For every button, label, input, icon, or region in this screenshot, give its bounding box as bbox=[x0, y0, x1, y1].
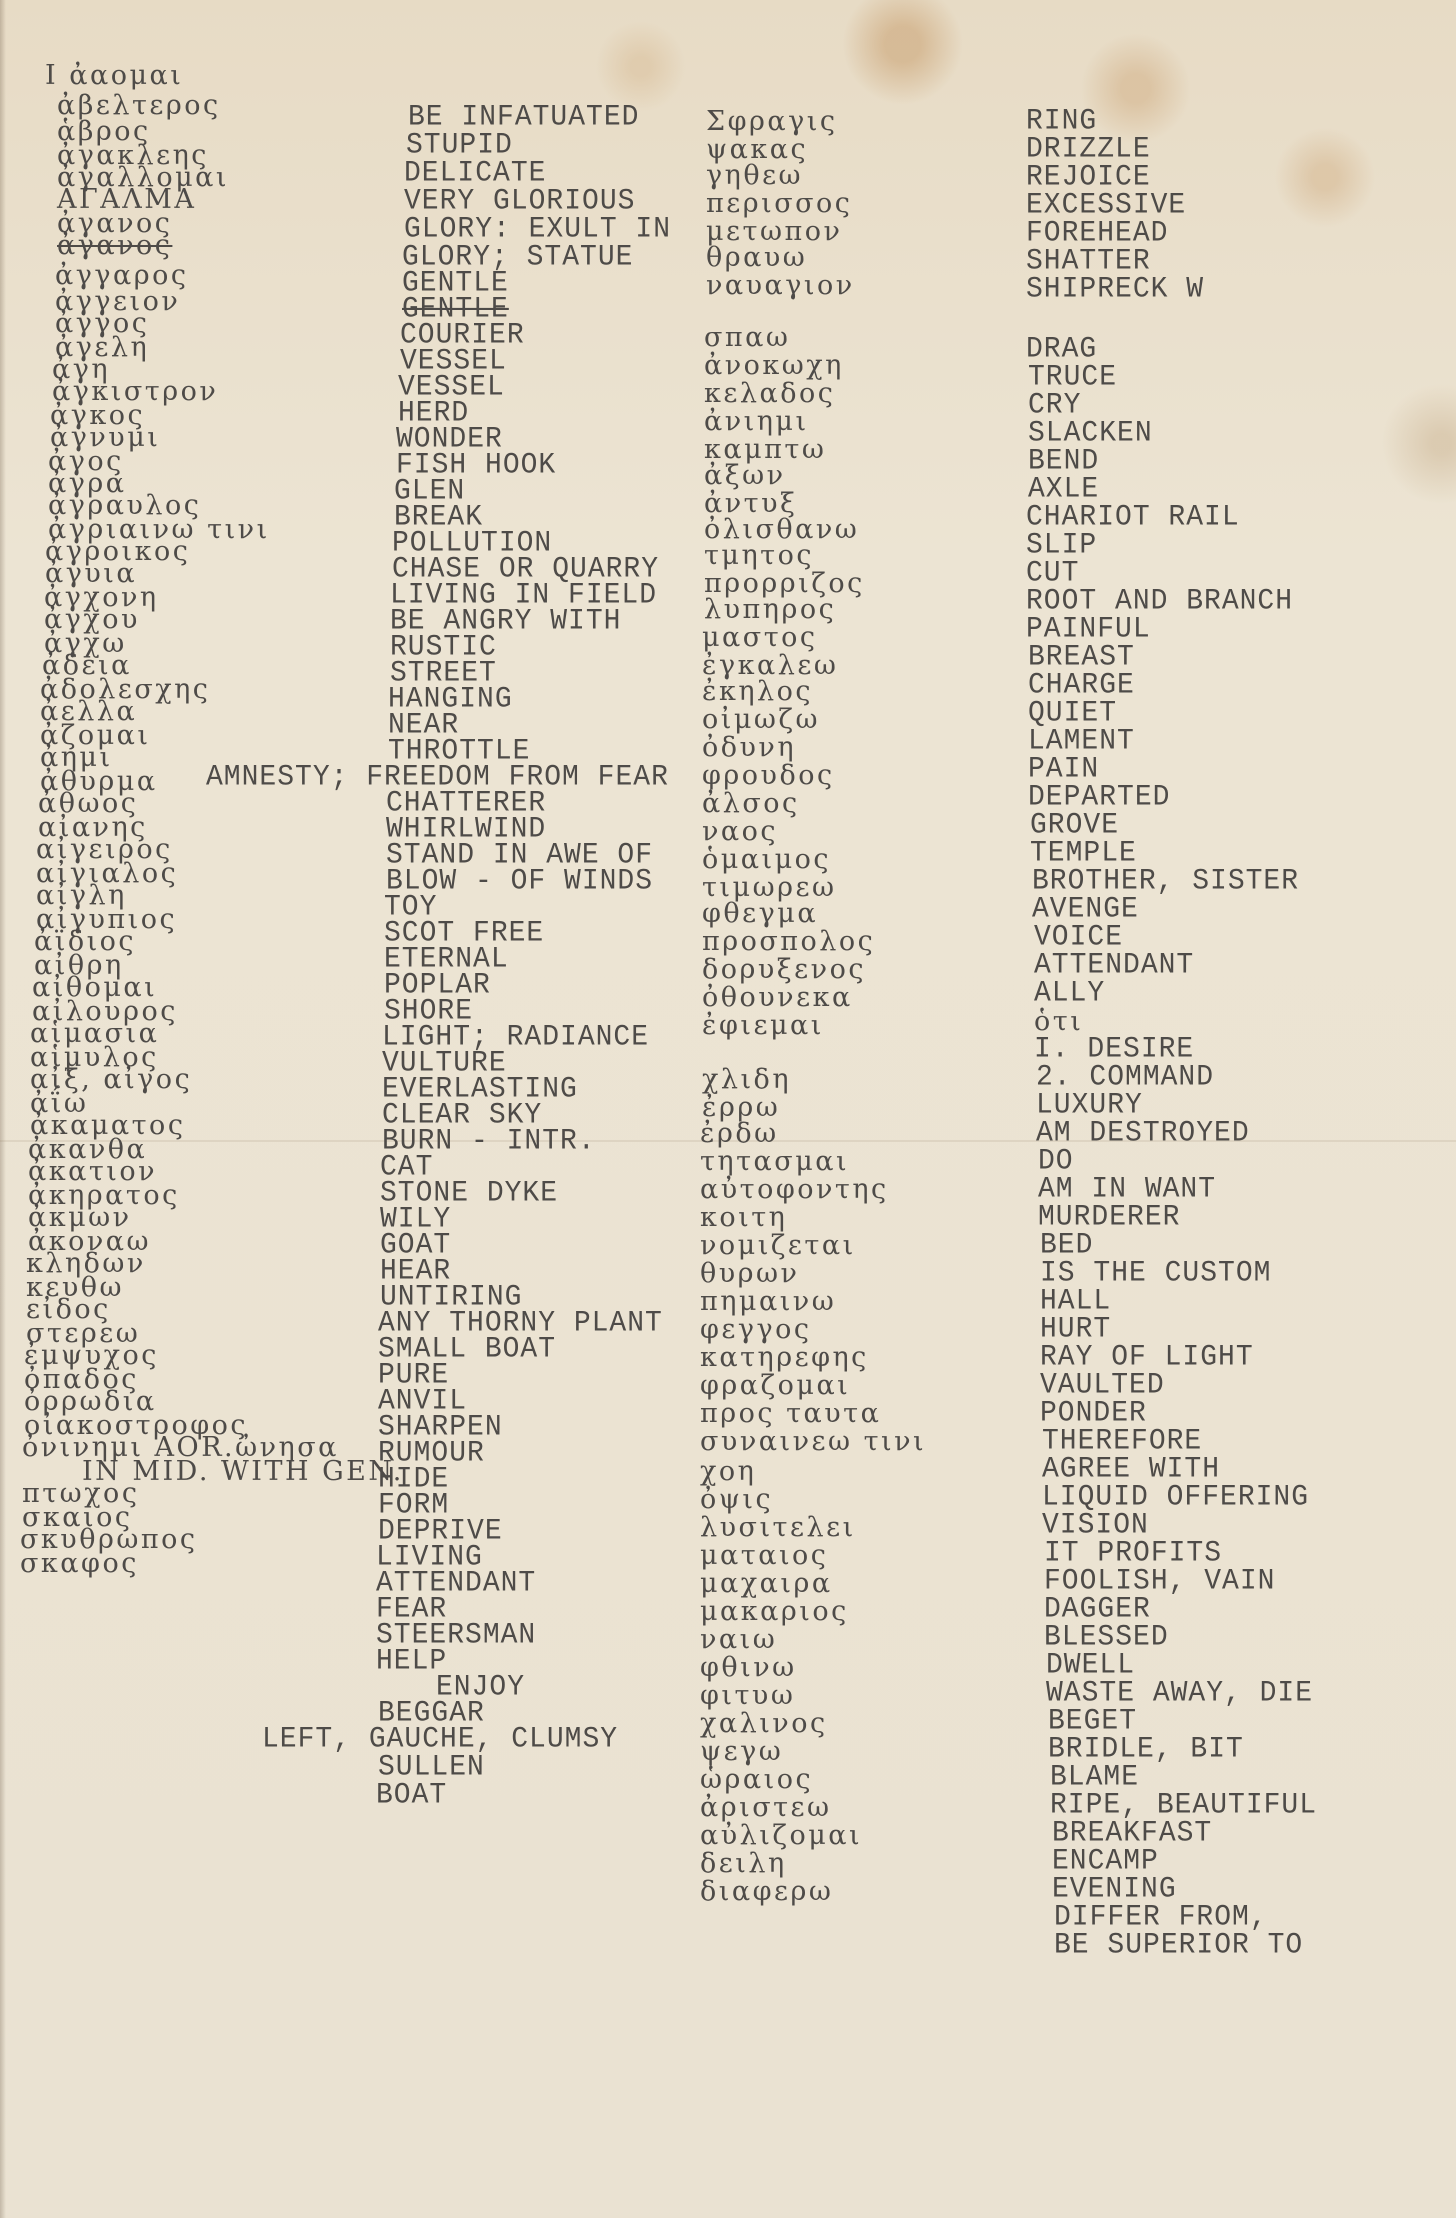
greek-word-right-26: ναος bbox=[702, 816, 779, 847]
greek-word-right-41: θυρων bbox=[700, 1258, 800, 1289]
english-gloss-right-9: TRUCE bbox=[1028, 361, 1118, 394]
english-gloss-50: ANVIL bbox=[378, 1385, 468, 1418]
english-gloss-53: HIDE bbox=[378, 1463, 450, 1496]
english-gloss-right-47: THEREFORE bbox=[1042, 1425, 1203, 1458]
english-gloss-35: SHORE bbox=[384, 995, 474, 1028]
english-gloss-38: EVERLASTING bbox=[382, 1073, 578, 1106]
english-gloss-right-33: I. DESIRE bbox=[1034, 1033, 1195, 1066]
greek-word-right-43: φεγγος bbox=[700, 1314, 812, 1345]
english-gloss-56: LIVING bbox=[376, 1541, 483, 1574]
english-gloss-right-58: BRIDLE, BIT bbox=[1048, 1733, 1244, 1766]
greek-word-right-48: χοη bbox=[700, 1456, 757, 1487]
greek-word-38: ἀϊδιος bbox=[34, 926, 137, 957]
greek-word-24: ἀγχου bbox=[44, 604, 140, 635]
english-gloss-64: SULLEN bbox=[378, 1751, 485, 1784]
english-gloss-19: LIVING IN FIELD bbox=[390, 579, 658, 612]
english-gloss-58: FEAR bbox=[376, 1593, 448, 1626]
english-gloss-11: VESSEL bbox=[398, 371, 505, 404]
english-gloss-right-12: BEND bbox=[1028, 445, 1100, 478]
english-gloss-36: LIGHT; RADIANCE bbox=[382, 1021, 650, 1054]
greek-word-55: στερεω bbox=[26, 1318, 141, 1349]
greek-word-right-8: σπαω bbox=[704, 322, 791, 353]
greek-word-47: ἀκανθα bbox=[28, 1134, 148, 1165]
english-gloss-right-34: 2. COMMAND bbox=[1036, 1061, 1215, 1094]
english-gloss-right-25: GROVE bbox=[1030, 809, 1120, 842]
english-gloss-60: HELP bbox=[376, 1645, 448, 1678]
greek-word-64: σκυθρωπος bbox=[20, 1524, 198, 1555]
english-gloss-right-17: ROOT AND BRANCH bbox=[1026, 585, 1294, 618]
english-gloss-right-18: PAINFUL bbox=[1026, 613, 1151, 646]
greek-word-right-19: μαστος bbox=[702, 622, 818, 653]
english-gloss-right-56: WASTE AWAY, DIE bbox=[1046, 1677, 1314, 1710]
english-gloss-43: WILY bbox=[380, 1203, 452, 1236]
english-gloss-right-41: IS THE CUSTOM bbox=[1040, 1257, 1272, 1290]
greek-word-right-30: προσπολος bbox=[702, 926, 876, 957]
greek-word-65: σκαφος bbox=[20, 1548, 139, 1579]
english-gloss-right-54: BLESSED bbox=[1044, 1621, 1169, 1654]
greek-word-right-49: ὀψις bbox=[700, 1484, 774, 1515]
english-gloss-5: GLORY: EXULT IN bbox=[404, 213, 672, 246]
english-gloss-45: HEAR bbox=[380, 1255, 452, 1288]
english-gloss-15: GLEN bbox=[394, 475, 466, 508]
english-gloss-right-50: VISION bbox=[1042, 1509, 1149, 1542]
greek-word-right-1: Σφραγις bbox=[706, 106, 838, 137]
greek-word-52: κληδων bbox=[26, 1248, 146, 1279]
greek-word-62: πτωχος bbox=[22, 1478, 140, 1509]
english-gloss-right-4: EXCESSIVE bbox=[1026, 189, 1187, 222]
greek-word-28: ἀελλα bbox=[40, 696, 138, 727]
greek-word-right-17: προρριζος bbox=[704, 568, 865, 599]
english-gloss-right-20: CHARGE bbox=[1028, 669, 1135, 702]
english-gloss-27: CHATTERER bbox=[386, 787, 547, 820]
greek-word-45: ἀΐω bbox=[30, 1088, 89, 1119]
english-gloss-44: GOAT bbox=[380, 1229, 452, 1262]
greek-word-4: ἀγακλεης bbox=[57, 140, 209, 171]
english-gloss-18: CHASE OR QUARRY bbox=[392, 553, 660, 586]
greek-word-50: ἀκμων bbox=[28, 1202, 132, 1233]
english-gloss-1: BE INFATUATED bbox=[408, 101, 640, 134]
greek-word-right-60: ἀριστεω bbox=[700, 1792, 832, 1823]
greek-word-right-5: μετωπον bbox=[706, 216, 843, 247]
english-gloss-right-7: SHIPRECK W bbox=[1026, 273, 1205, 306]
greek-word-32: ἀθωος bbox=[38, 788, 139, 819]
greek-word-18: ἀγρα bbox=[48, 468, 127, 499]
greek-word-right-62: δειλη bbox=[700, 1848, 787, 1879]
greek-word-right-61: αὐλιζομαι bbox=[700, 1820, 863, 1851]
english-gloss-63: LEFT, GAUCHE, CLUMSY bbox=[262, 1723, 619, 1756]
english-gloss-13: WONDER bbox=[396, 423, 503, 456]
greek-word-right-63: διαφερω bbox=[700, 1876, 834, 1907]
greek-word-right-27: ὁμαιμος bbox=[702, 844, 832, 875]
english-gloss-right-23: PAIN bbox=[1028, 753, 1100, 786]
greek-word-27: ἀδολεσχης bbox=[40, 674, 211, 705]
greek-word-right-7: ναυαγιον bbox=[706, 270, 855, 301]
english-gloss-61: ENJOY bbox=[436, 1671, 526, 1704]
greek-word-right-22: οἰμωζω bbox=[702, 704, 821, 735]
english-gloss-29: STAND IN AWE OF bbox=[386, 839, 654, 872]
greek-word-right-56: φιτυω bbox=[700, 1680, 796, 1711]
english-gloss-right-65: BE SUPERIOR TO bbox=[1054, 1929, 1304, 1962]
greek-word-35: αἰγιαλος bbox=[36, 858, 179, 889]
greek-word-22: ἀγυια bbox=[45, 558, 138, 589]
greek-word-59: οἰακοστροφος bbox=[24, 1410, 248, 1441]
english-gloss-4: VERY GLORIOUS bbox=[404, 185, 636, 218]
english-gloss-right-24: DEPARTED bbox=[1028, 781, 1171, 814]
english-gloss-6: GLORY; STATUE bbox=[402, 241, 634, 274]
english-gloss-40: BURN - INTR. bbox=[382, 1125, 596, 1158]
greek-word-right-47: συναινεω τινι bbox=[700, 1426, 927, 1457]
greek-word-57: ὀπαδος bbox=[24, 1364, 139, 1395]
english-gloss-right-14: CHARIOT RAIL bbox=[1026, 501, 1240, 534]
english-gloss-right-29: VOICE bbox=[1034, 921, 1124, 954]
english-gloss-9: COURIER bbox=[400, 319, 525, 352]
english-gloss-right-36: AM DESTROYED bbox=[1036, 1117, 1250, 1150]
english-gloss-33: ETERNAL bbox=[384, 943, 509, 976]
english-gloss-right-49: LIQUID OFFERING bbox=[1042, 1481, 1310, 1514]
greek-word-right-36: ἐρδω bbox=[700, 1118, 779, 1149]
english-gloss-48: SMALL BOAT bbox=[378, 1333, 557, 1366]
greek-word-right-40: νομιζεται bbox=[700, 1230, 856, 1261]
greek-word-right-54: ναιω bbox=[700, 1624, 778, 1655]
english-gloss-2: STUPID bbox=[406, 129, 513, 162]
english-gloss-12: HERD bbox=[398, 397, 470, 430]
greek-word-21: ἀγροικος bbox=[45, 536, 191, 567]
english-gloss-right-37: DO bbox=[1038, 1145, 1074, 1178]
greek-word-36: αἰγλη bbox=[36, 880, 127, 911]
greek-word-39: αἰθρη bbox=[34, 950, 124, 981]
greek-word-right-45: φραζομαι bbox=[700, 1370, 851, 1401]
english-gloss-right-22: LAMENT bbox=[1028, 725, 1135, 758]
greek-word-60: ὀνινημι AOR.ὠνησα bbox=[22, 1432, 339, 1463]
greek-word-right-50: λυσιτελει bbox=[700, 1512, 856, 1543]
english-gloss-right-28: AVENGE bbox=[1032, 893, 1139, 926]
english-gloss-right-61: BREAKFAST bbox=[1052, 1817, 1213, 1850]
greek-word-1: I ἀαομαι bbox=[45, 60, 184, 91]
greek-word-right-13: ἀξων bbox=[704, 460, 786, 491]
greek-word-23: ἀγχονη bbox=[44, 582, 159, 613]
greek-word-40: αἰθομαι bbox=[32, 972, 158, 1003]
greek-word-right-18: λυπηρος bbox=[704, 594, 837, 625]
english-gloss-right-21: QUIET bbox=[1028, 697, 1118, 730]
english-gloss-right-62: ENCAMP bbox=[1052, 1845, 1159, 1878]
greek-word-right-38: αὐτοφοντης bbox=[700, 1174, 889, 1205]
english-gloss-right-46: PONDER bbox=[1040, 1397, 1147, 1430]
greek-word-right-46: προς ταυτα bbox=[700, 1398, 882, 1429]
english-gloss-right-53: DAGGER bbox=[1044, 1593, 1151, 1626]
greek-word-41: αἰλουρος bbox=[32, 996, 178, 1027]
english-gloss-10: VESSEL bbox=[400, 345, 507, 378]
english-gloss-52: RUMOUR bbox=[378, 1437, 485, 1470]
english-gloss-25: THROTTLE bbox=[388, 735, 531, 768]
english-gloss-right-52: FOOLISH, VAIN bbox=[1044, 1565, 1276, 1598]
english-gloss-right-57: BEGET bbox=[1048, 1705, 1138, 1738]
greek-word-49: ἀκηρατος bbox=[28, 1180, 180, 1211]
english-gloss-right-26: TEMPLE bbox=[1030, 837, 1137, 870]
greek-word-37: αἰγυπιος bbox=[36, 904, 178, 935]
greek-word-right-32: ὀθουνεκα bbox=[702, 982, 853, 1013]
greek-word-10: ἀγγειον bbox=[55, 286, 181, 317]
greek-word-6: ΑΓΑΛΜΑ bbox=[57, 184, 197, 215]
english-gloss-right-31: ALLY bbox=[1034, 977, 1106, 1010]
english-gloss-39: CLEAR SKY bbox=[382, 1099, 543, 1132]
english-gloss-right-1: RING bbox=[1026, 105, 1098, 138]
greek-word-right-31: δορυξενος bbox=[702, 954, 866, 985]
english-gloss-28: WHIRLWIND bbox=[386, 813, 547, 846]
english-gloss-right-8: DRAG bbox=[1026, 333, 1098, 366]
greek-word-17: ἀγος bbox=[48, 446, 124, 477]
greek-word-29: ἀζομαι bbox=[40, 720, 151, 751]
english-gloss-right-38: AM IN WANT bbox=[1038, 1173, 1217, 1206]
english-gloss-54: FORM bbox=[378, 1489, 450, 1522]
page-edge-shadow bbox=[0, 0, 6, 2218]
english-gloss-right-42: HALL bbox=[1040, 1285, 1112, 1318]
greek-word-34: αἰγειρος bbox=[36, 834, 173, 865]
greek-word-19: ἀγραυλος bbox=[48, 490, 202, 521]
greek-word-5: ἀγαλλομαι bbox=[57, 162, 229, 193]
greek-word-30: ἀημι bbox=[40, 742, 113, 773]
english-gloss-51: SHARPEN bbox=[378, 1411, 503, 1444]
greek-word-right-9: ἀνοκωχη bbox=[704, 350, 844, 381]
greek-word-61: IN MID. WITH GEN. bbox=[82, 1456, 404, 1487]
greek-word-46: ἀκαματος bbox=[30, 1110, 186, 1141]
greek-word-right-34: χλιδη bbox=[702, 1064, 791, 1095]
english-gloss-right-6: SHATTER bbox=[1026, 245, 1151, 278]
greek-word-right-11: ἀνιημι bbox=[704, 406, 809, 437]
greek-word-8: ἀγανος bbox=[57, 230, 173, 261]
english-gloss-right-44: RAY OF LIGHT bbox=[1040, 1341, 1254, 1374]
greek-word-right-39: κοιτη bbox=[700, 1202, 788, 1233]
greek-word-right-44: κατηρεφης bbox=[700, 1342, 869, 1373]
greek-word-right-20: ἐγκαλεω bbox=[702, 650, 839, 681]
greek-word-2: ἀβελτερος bbox=[57, 90, 221, 121]
greek-word-15: ἀγκος bbox=[50, 400, 146, 431]
english-gloss-7: GENTLE bbox=[402, 267, 509, 300]
greek-word-54: εἰδος bbox=[26, 1294, 111, 1325]
greek-word-right-28: τιμωρεω bbox=[702, 872, 837, 903]
english-gloss-41: CAT bbox=[380, 1151, 434, 1184]
english-gloss-47: ANY THORNY PLANT bbox=[378, 1307, 663, 1340]
greek-word-9: ἀγγαρος bbox=[55, 260, 189, 291]
greek-word-right-42: πημαινω bbox=[700, 1286, 837, 1317]
greek-word-right-57: χαλινος bbox=[700, 1708, 828, 1739]
english-gloss-right-30: ATTENDANT bbox=[1034, 949, 1195, 982]
greek-word-right-25: ἀλσος bbox=[702, 788, 800, 819]
greek-word-right-59: ὡραιος bbox=[700, 1764, 814, 1795]
english-gloss-right-63: EVENING bbox=[1052, 1873, 1177, 1906]
english-gloss-right-55: DWELL bbox=[1046, 1649, 1136, 1682]
english-gloss-46: UNTIRING bbox=[380, 1281, 523, 1314]
english-gloss-right-10: CRY bbox=[1028, 389, 1082, 422]
greek-word-44: αἰξ, αἰγος bbox=[30, 1064, 193, 1095]
english-gloss-62: BEGGAR bbox=[378, 1697, 485, 1730]
english-gloss-49: PURE bbox=[378, 1359, 450, 1392]
greek-word-right-58: ψεγω bbox=[700, 1736, 784, 1767]
greek-word-7: ἀγανος bbox=[57, 208, 173, 239]
greek-word-right-3: γηθεω bbox=[706, 160, 804, 191]
greek-word-58: ὀρρωδια bbox=[24, 1386, 157, 1417]
english-gloss-16: BREAK bbox=[394, 501, 484, 534]
greek-word-3: ἁβρος bbox=[57, 116, 151, 147]
english-gloss-22: STREET bbox=[390, 657, 497, 690]
english-gloss-17: POLLUTION bbox=[392, 527, 553, 560]
english-gloss-24: NEAR bbox=[388, 709, 460, 742]
english-gloss-55: DEPRIVE bbox=[378, 1515, 503, 1548]
greek-word-51: ἀκοναω bbox=[28, 1226, 152, 1257]
english-gloss-30: BLOW - OF WINDS bbox=[386, 865, 654, 898]
greek-word-right-24: φρουδος bbox=[702, 760, 835, 791]
english-gloss-right-59: BLAME bbox=[1050, 1761, 1140, 1794]
greek-word-right-4: περισσος bbox=[706, 188, 853, 219]
english-gloss-right-48: AGREE WITH bbox=[1042, 1453, 1221, 1486]
greek-word-right-21: ἐκηλος bbox=[702, 676, 814, 707]
greek-word-20: ἀγριαινω τινι bbox=[48, 514, 270, 545]
english-gloss-right-3: REJOICE bbox=[1026, 161, 1151, 194]
greek-word-right-10: κελαδος bbox=[704, 378, 836, 409]
greek-word-right-55: φθινω bbox=[700, 1652, 797, 1683]
greek-word-right-37: τητασμαι bbox=[700, 1146, 850, 1177]
english-gloss-right-11: SLACKEN bbox=[1028, 417, 1153, 450]
greek-word-14: ἀγκιστρον bbox=[52, 376, 219, 407]
english-gloss-right-64: DIFFER FROM, bbox=[1054, 1901, 1268, 1934]
english-gloss-65: BOAT bbox=[376, 1779, 448, 1812]
greek-word-13: ἀγη bbox=[52, 354, 111, 385]
greek-word-48: ἀκατιον bbox=[28, 1156, 158, 1187]
greek-word-right-12: καμπτω bbox=[704, 434, 827, 465]
greek-word-right-29: φθεγμα bbox=[702, 898, 819, 929]
greek-word-26: ἀδεια bbox=[42, 650, 132, 681]
greek-word-right-2: ψακας bbox=[706, 134, 809, 165]
english-gloss-right-43: HURT bbox=[1040, 1313, 1112, 1346]
greek-word-right-53: μακαριος bbox=[700, 1596, 849, 1627]
english-gloss-right-39: MURDERER bbox=[1038, 1201, 1181, 1234]
english-gloss-14: FISH HOOK bbox=[396, 449, 557, 482]
english-gloss-26: AMNESTY; FREEDOM FROM FEAR bbox=[206, 761, 669, 794]
english-gloss-31: TOY bbox=[384, 891, 438, 924]
english-gloss-59: STEERSMAN bbox=[376, 1619, 537, 1652]
english-gloss-37: VULTURE bbox=[382, 1047, 507, 1080]
greek-word-right-23: ὀδυνη bbox=[702, 732, 797, 763]
english-gloss-57: ATTENDANT bbox=[376, 1567, 537, 1600]
english-gloss-right-40: BED bbox=[1040, 1229, 1094, 1262]
greek-word-42: αἱμασια bbox=[30, 1018, 160, 1049]
english-gloss-right-5: FOREHEAD bbox=[1026, 217, 1169, 250]
greek-word-31: ἀθυρμα bbox=[40, 766, 158, 797]
english-gloss-right-60: RIPE, BEAUTIFUL bbox=[1050, 1789, 1318, 1822]
greek-word-right-51: ματαιος bbox=[700, 1540, 829, 1571]
greek-word-right-35: ἐρρω bbox=[702, 1092, 781, 1123]
english-gloss-right-13: AXLE bbox=[1028, 473, 1100, 506]
greek-word-25: ἀγχω bbox=[44, 628, 127, 659]
english-gloss-right-51: IT PROFITS bbox=[1044, 1537, 1223, 1570]
greek-word-right-33: ἐφιεμαι bbox=[702, 1010, 824, 1041]
english-gloss-3: DELICATE bbox=[404, 157, 547, 190]
greek-word-right-14: ἀντυξ bbox=[704, 488, 798, 519]
english-gloss-right-15: SLIP bbox=[1026, 529, 1098, 562]
greek-word-56: ἐμψυχος bbox=[24, 1340, 159, 1371]
english-gloss-8: GENTLE bbox=[402, 293, 509, 326]
english-gloss-20: BE ANGRY WITH bbox=[390, 605, 622, 638]
english-gloss-21: RUSTIC bbox=[390, 631, 497, 664]
greek-word-33: αἰανης bbox=[38, 812, 148, 843]
greek-word-53: κευθω bbox=[26, 1272, 125, 1303]
greek-word-43: αἱμυλος bbox=[30, 1042, 159, 1073]
english-gloss-right-35: LUXURY bbox=[1036, 1089, 1143, 1122]
english-gloss-right-27: BROTHER, SISTER bbox=[1032, 865, 1300, 898]
english-gloss-right-2: DRIZZLE bbox=[1026, 133, 1151, 166]
english-gloss-right-19: BREAST bbox=[1028, 641, 1135, 674]
greek-word-63: σκαιος bbox=[22, 1502, 133, 1533]
english-gloss-23: HANGING bbox=[388, 683, 513, 716]
english-gloss-right-45: VAULTED bbox=[1040, 1369, 1165, 1402]
greek-word-right-6: θραυω bbox=[706, 242, 808, 273]
greek-word-12: ἀγελη bbox=[55, 332, 150, 363]
english-gloss-34: POPLAR bbox=[384, 969, 491, 1002]
english-gloss-right-16: CUT bbox=[1026, 557, 1080, 590]
greek-word-11: ἀγγος bbox=[55, 308, 150, 339]
greek-word-right-16: τμητος bbox=[704, 540, 814, 571]
english-gloss-32: SCOT FREE bbox=[384, 917, 545, 950]
greek-word-right-15: ὀλισθανω bbox=[704, 514, 860, 545]
greek-word-right-52: μαχαιρα bbox=[700, 1568, 833, 1599]
greek-word-16: ἀγνυμι bbox=[50, 422, 161, 453]
english-gloss-right-32: ὁτι bbox=[1034, 1006, 1084, 1037]
english-gloss-42: STONE DYKE bbox=[380, 1177, 559, 1210]
